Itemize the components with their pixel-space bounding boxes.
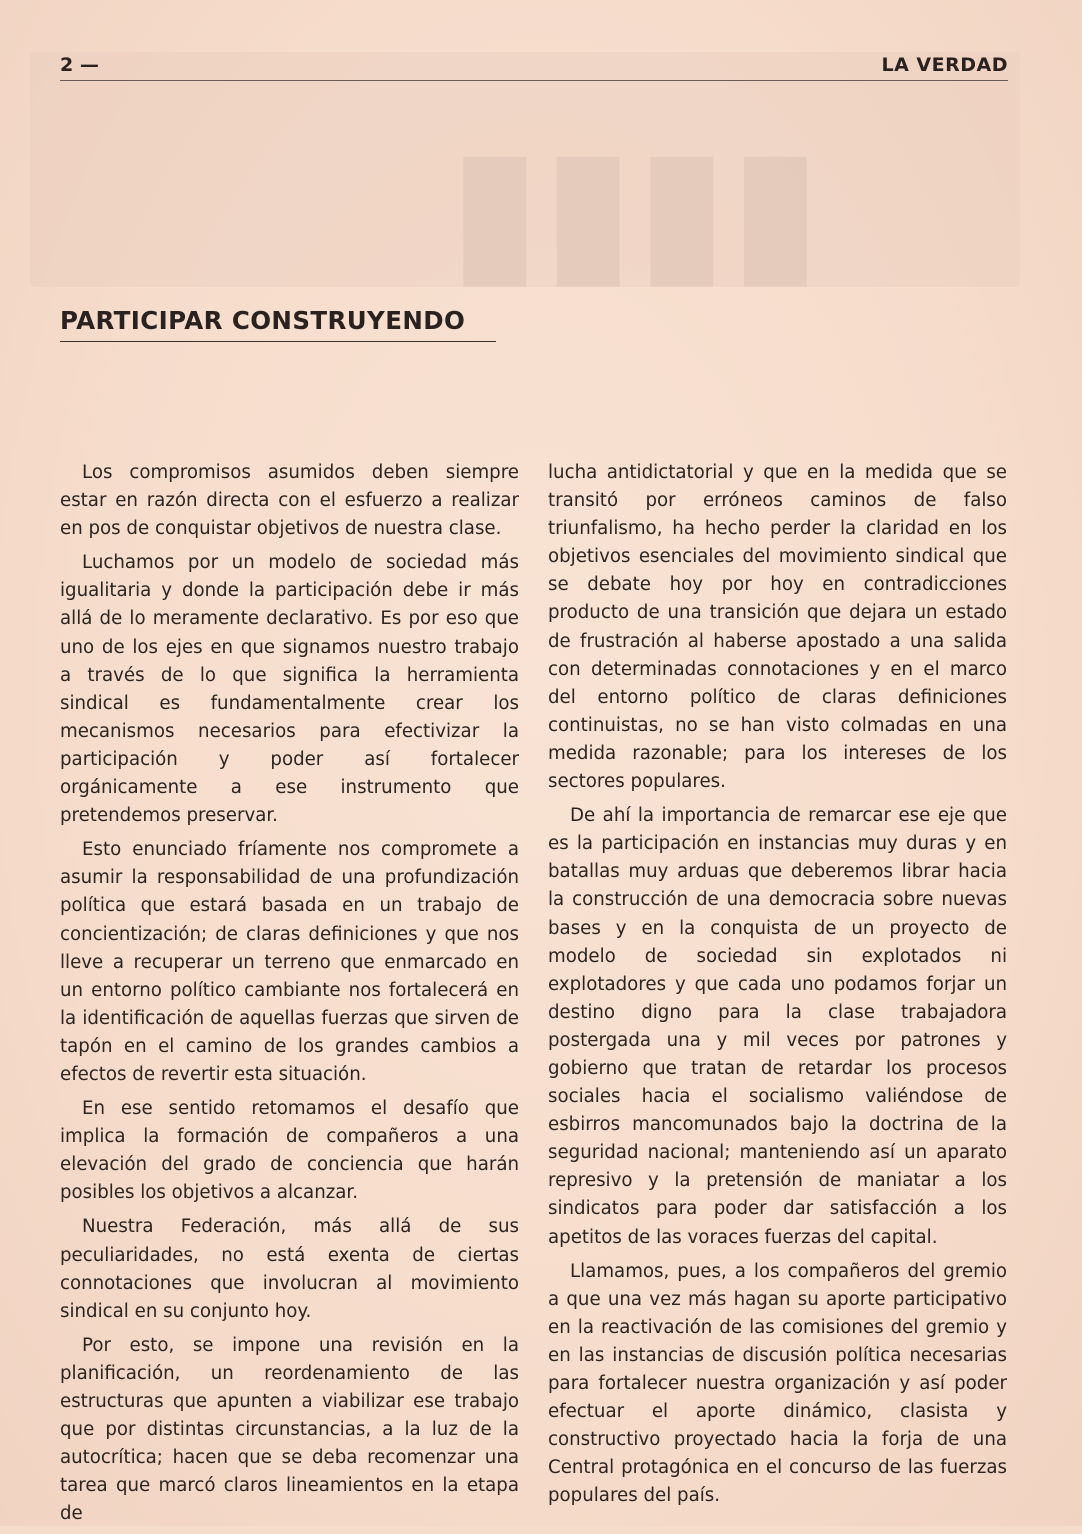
paragraph: Llamamos, pues, a los compañeros del gremio a que una vez más hagan su aporte participativo en la reactivación de las comisiones del gremio y en las instancias de discusión política necesarias para fortalecer nuestra organización y así poder efectuar el aporte dinámico, clasista y constructivo proyectado hacia la forja de una Central protagónica en el concurso de las fuerzas populares del país. <box>548 1260 1007 1507</box>
header-rule <box>60 80 1008 81</box>
mirrored-masthead-ghost: ▮▮▮▮ <box>447 112 823 302</box>
masthead-bleed-through <box>30 52 1020 302</box>
publication-name: LA VERDAD <box>881 54 1008 76</box>
article-title: PARTICIPAR CONSTRUYENDO <box>60 306 466 335</box>
title-underline <box>60 341 496 342</box>
paragraph: Esto enunciado fríamente nos compromete a asumir la responsabilidad de una profundización política que estará basada en un trabajo de concientización; de claras definiciones y que nos lleve a recuperar un terreno que enmarcado en un entorno político cambiante nos fortalecerá en la identificación de aquellas fuerzas que sirven de tapón en el camino de los grandes cambios a efectos de revertir esta situación. <box>60 839 519 1085</box>
paragraph: Luchamos por un modelo de sociedad más igualitaria y donde la participación debe ir más allá de lo meramente declarativo. Es por eso que uno de los ejes en que signamos nuestro trabajo a través de lo que significa la herramienta sindical es fundamentalmente crear los mecanismos necesarios para efectivizar la participación y poder así fortalecer orgánicamente a ese instrumento que pretendemos preservar. <box>60 552 519 827</box>
left-column <box>60 459 519 1534</box>
page-number: 2 — <box>60 54 99 76</box>
paragraph: De ahí la importancia de remarcar ese eje que es la participación en instancias muy duras y en batallas muy arduas que deberemos librar hacia la construcción de una democracia sobre nuevas bases y en la conquista de un proyecto de modelo de sociedad sin explotados ni explotadores y que cada uno podamos forjar un destino digno para la clase trabajadora postergada una y mil veces por patrones y gobierno que tratan de retardar los procesos sociales hacia el socialismo valiéndose de esbirros mancomunados bajo la doctrina de la seguridad nacional; manteniendo así un aparato represivo y la pretensión de maniatar a los sindicatos para poder dar satisfacción a los apetitos de las voraces fuerzas del capital. <box>548 805 1007 1248</box>
paragraph: Nuestra Federación, más allá de sus peculiaridades, no está exenta de ciertas connotaciones que involucran al movimiento sindical en su conjunto hoy. <box>60 1216 519 1322</box>
paragraph: Por esto, se impone una revisión en la planificación, un reordenamiento de las estructuras que apunten a viabilizar ese trabajo que por distintas circunstancias, a la luz de la autocrítica; hacen que se deba recomenzar una tarea que marcó claros lineamientos en la etapa de <box>60 1334 519 1525</box>
page-header <box>60 52 1008 82</box>
paragraph: Los compromisos asumidos deben siempre estar en razón directa con el esfuerzo a realizar en pos de conquistar objetivos de nuestra clase. <box>60 462 519 540</box>
right-column <box>548 459 1007 1516</box>
paragraph: En ese sentido retomamos el desafío que implica la formación de compañeros a una elevación del grado de conciencia que harán posibles los objetivos a alcanzar. <box>60 1098 519 1204</box>
article-title-block <box>60 306 500 342</box>
paragraph-continued: lucha antidictatorial y que en la medida que se transitó por erróneos caminos de falso triunfalismo, ha hecho perder la claridad en los objetivos esenciales del movimiento sindical que se debate hoy por hoy en contradicciones producto de una transición que dejara un estado de frustración al haberse apostado a una salida con determinadas connotaciones y en el marco del entorno político de claras definiciones continuistas, no se han visto colmadas en una medida razonable; para los intereses de los sectores populares. <box>548 462 1007 793</box>
